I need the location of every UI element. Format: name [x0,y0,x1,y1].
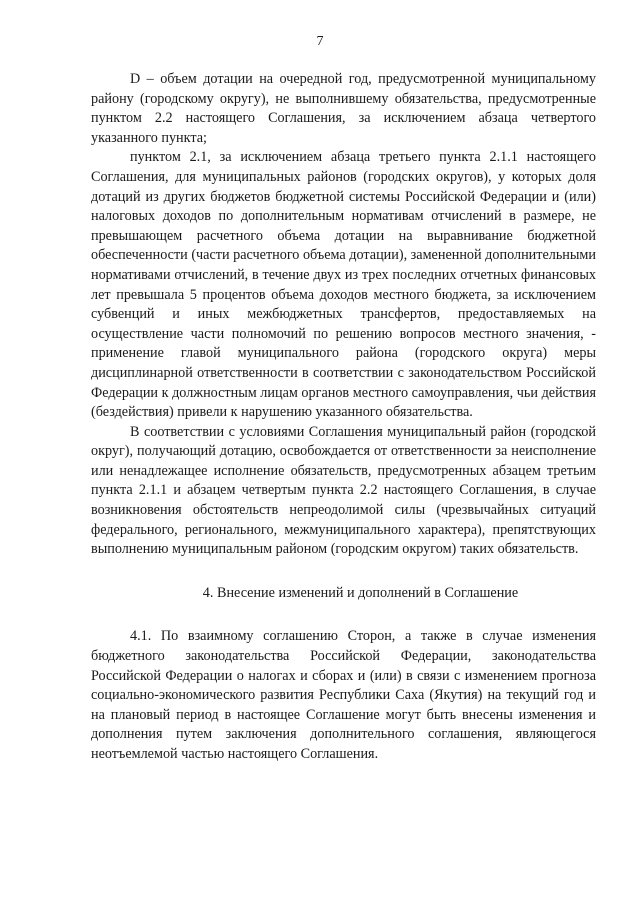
section-heading: 4. Внесение изменений и дополнений в Соглашение [202,584,519,601]
paragraph-force-majeure: В соответствии с условиями Соглашения муниципальный район (городской округ), получающий дотацию, освобождается от ответственности за неисполнение или ненадлежащее исполнение обязательств, предусмотренных абзацем третьим пункта 2.1.1 и абзацем четвертым пункта 2.2 настоящего Соглашения, в случае возникновения обстоятельств непреодолимой силы (чрезвычайных ситуаций федерального, регионального, межмуниципального характера), препятствующих выполнению муниципальным районом (городским округом) таких обязательств. [91,423,596,558]
paragraph-clause-2-1: пунктом 2.1, за исключением абзаца третьего пункта 2.1.1 настоящего Соглашения, для муниципальных районов (городских округов), у которых доля дотаций из других бюджетов бюджетной системы Российской Федерации и (или) налоговых доходов по дополнительным нормативам отчислений в размере, не превышающем расчетного объема дотации на выравнивание бюджетной обеспеченности (части расчетного объема дотации), замененной дополнительными нормативами отчислений, в течение двух из трех последних отчетных финансовых лет превышала 5 процентов объема доходов местного бюджета, за исключением субвенций и иных межбюджетных трансфертов, предоставляемых на осуществление части полномочий по решению вопросов местного значения, - применение главой муниципального района (городского округа) меры дисциплинарной ответственности в соответствии с законодательством Российской Федерации к должностным лицам органов местного самоуправления, чьи действия (бездействия) привели к нарушению указанного обязательства. [91,149,596,421]
page-number: 7 [316,34,324,49]
paragraph-4-1: 4.1. По взаимному соглашению Сторон, а также в случае изменения бюджетного законодательства Российской Федерации, законодательства Российской Федерации о налогах и сборах и (или) в связи с изменением прогноза социально-экономического развития Республики Саха (Якутия) на текущий год и на плановый период в настоящее Соглашение могут быть внесены изменения и дополнения путем заключения дополнительного соглашения, являющегося неотъемлемой частью настоящего Соглашения. [91,628,596,762]
document-body [91,70,596,765]
paragraph-d-definition: D – объем дотации на очередной год, предусмотренной муниципальному району (городскому округу), не выполнившему обязательства, предусмотренные пунктом 2.2 настоящего Соглашения, за исключением абзаца четвертого указанного пункта; [91,71,596,146]
